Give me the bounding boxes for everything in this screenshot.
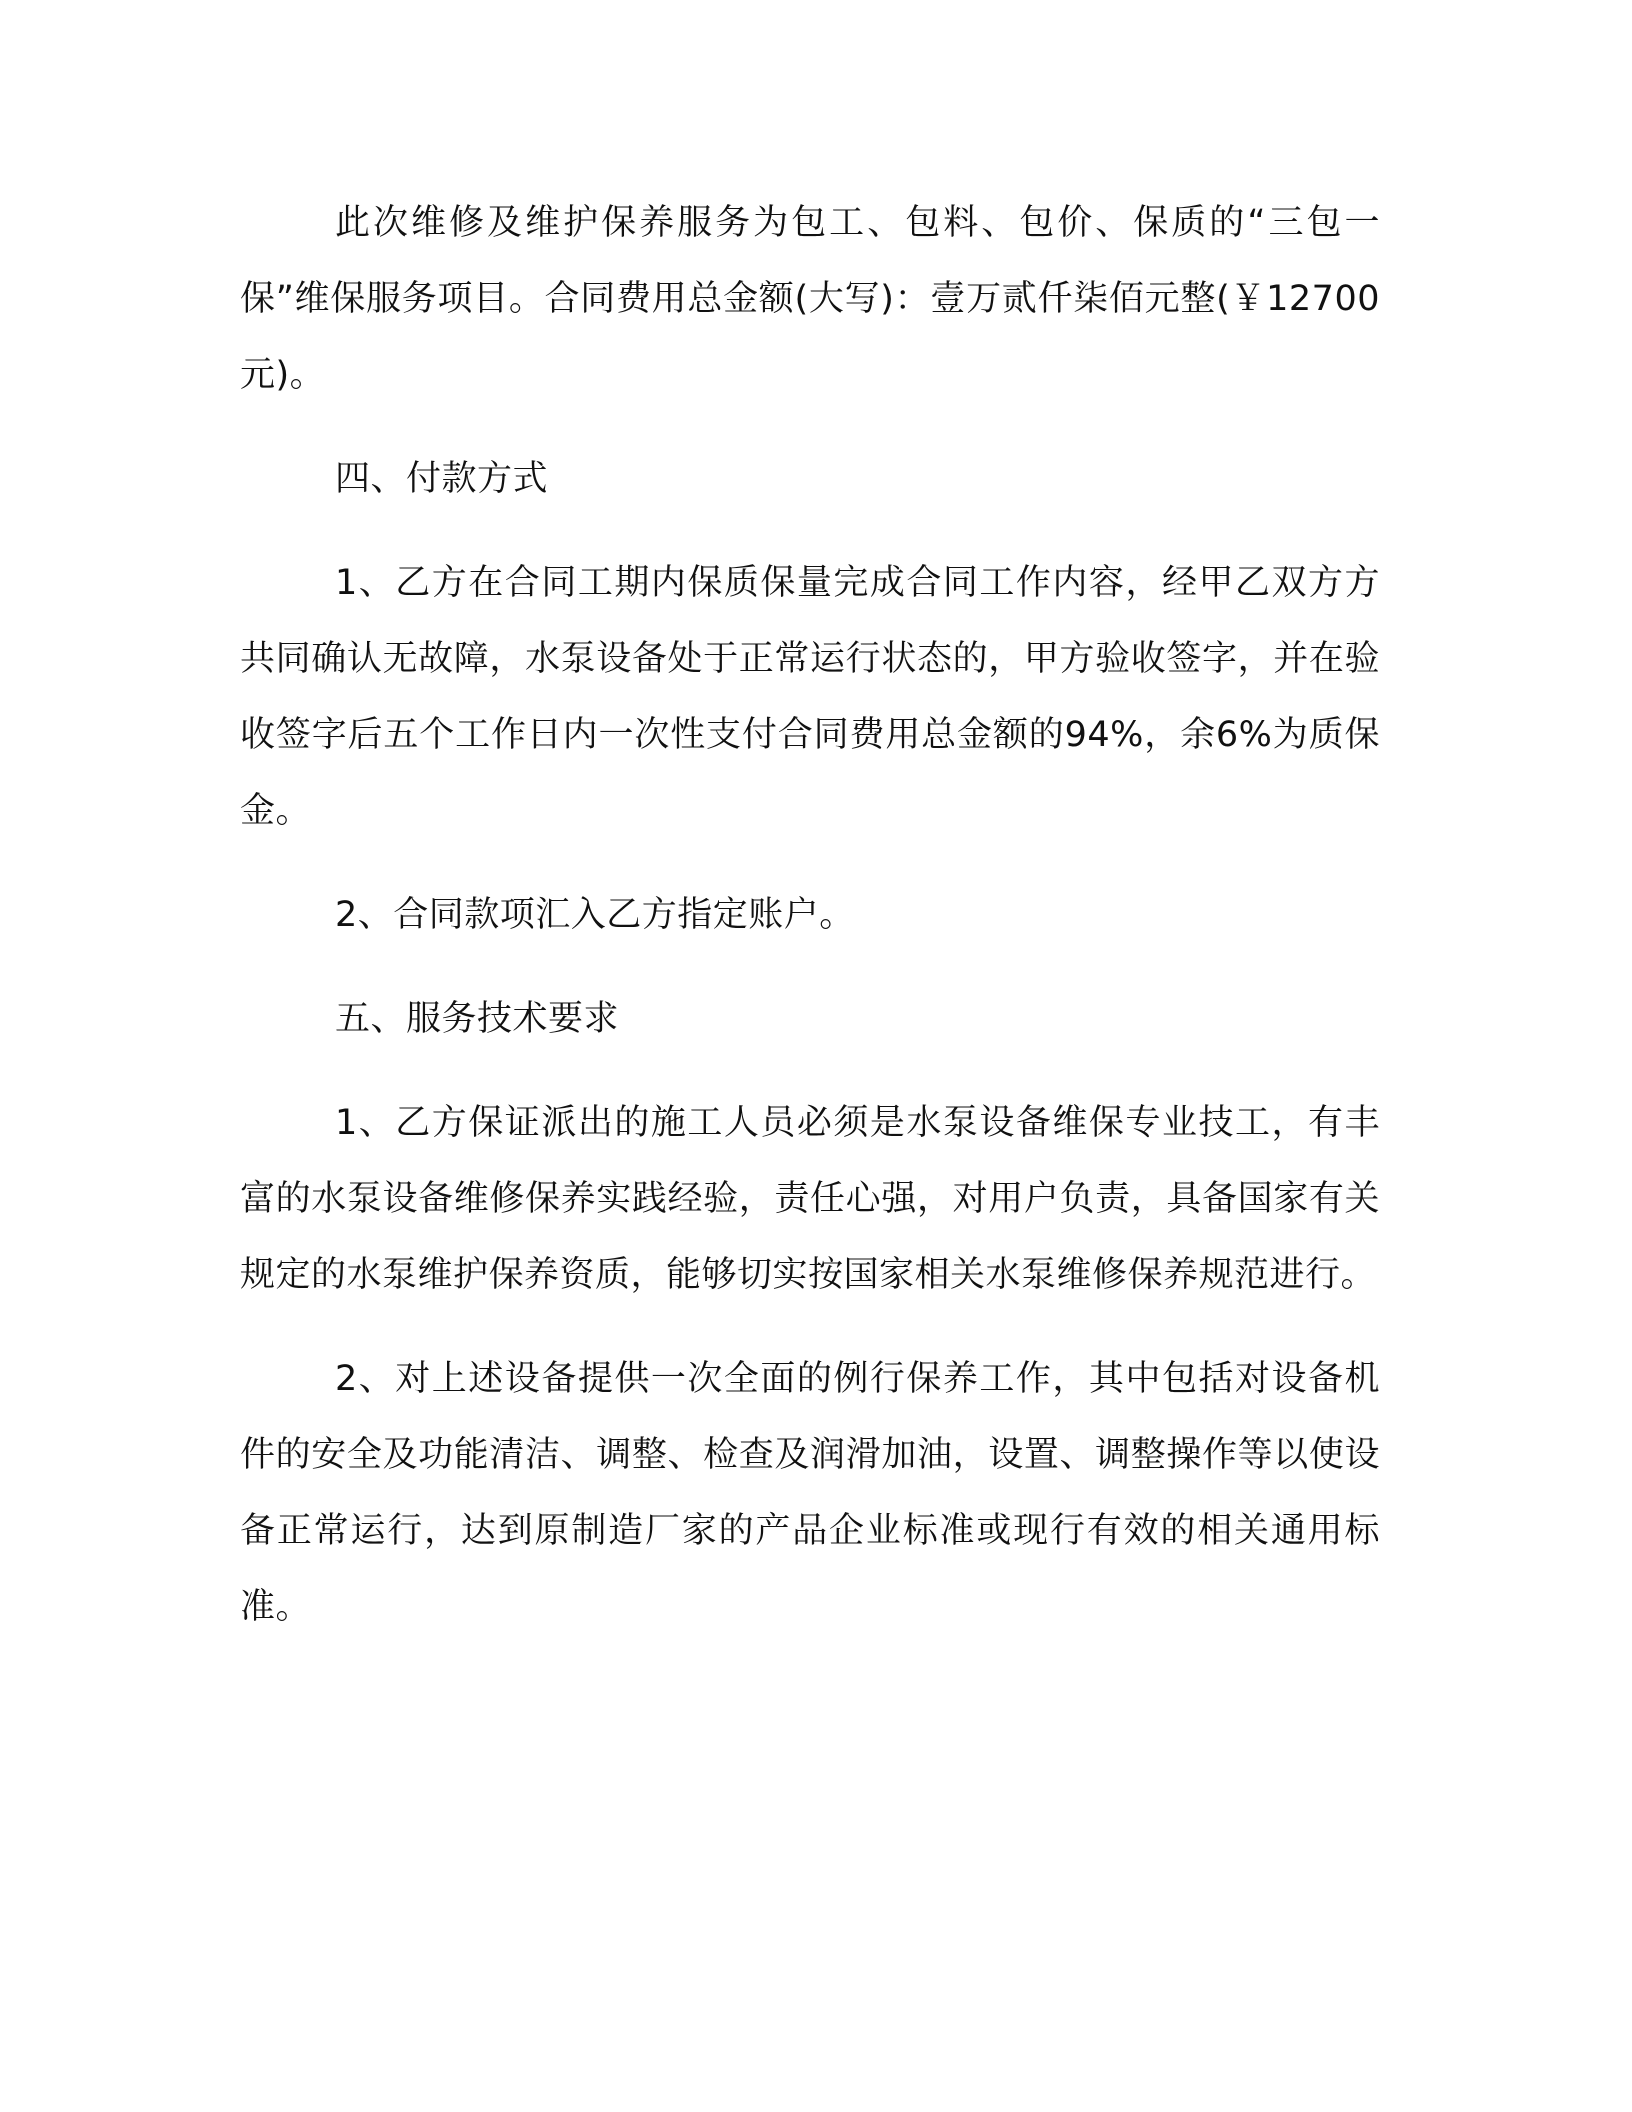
section-heading-technical-requirements: 五、服务技术要求: [335, 999, 620, 1039]
paragraph-technical-item-2: 2、对上述设备提供一次全面的例行保养工作，其中包括对设备机件的安全及功能清洁、调整、检查及润滑加油，设置、调整操作等以使设备正常运行，达到原制造厂家的产品企业标准或现行有效的相关通用标准。: [240, 1359, 1380, 1627]
paragraph-payment-item-2: 2、合同款项汇入乙方指定账户。: [335, 895, 855, 935]
paragraph-intro: 此次维修及维护保养服务为包工、包料、包价、保质的“三包一保”维保服务项目。合同费用总金额(大写)：壹万贰仟柒佰元整(￥12700元)。: [240, 203, 1380, 395]
paragraph-technical-item-1: 1、乙方保证派出的施工人员必须是水泵设备维保专业技工，有丰富的水泵设备维修保养实践经验，责任心强，对用户负责，具备国家有关规定的水泵维护保养资质，能够切实按国家相关水泵维修保养规范进行。: [240, 1103, 1380, 1295]
paragraph-payment-item-1: 1、乙方在合同工期内保质保量完成合同工作内容，经甲乙双方方共同确认无故障，水泵设备处于正常运行状态的，甲方验收签字，并在验收签字后五个工作日内一次性支付合同费用总金额的94%，余6%为质保金。: [240, 563, 1380, 831]
section-heading-payment: 四、付款方式: [335, 459, 549, 499]
document-body: [240, 185, 1380, 1673]
